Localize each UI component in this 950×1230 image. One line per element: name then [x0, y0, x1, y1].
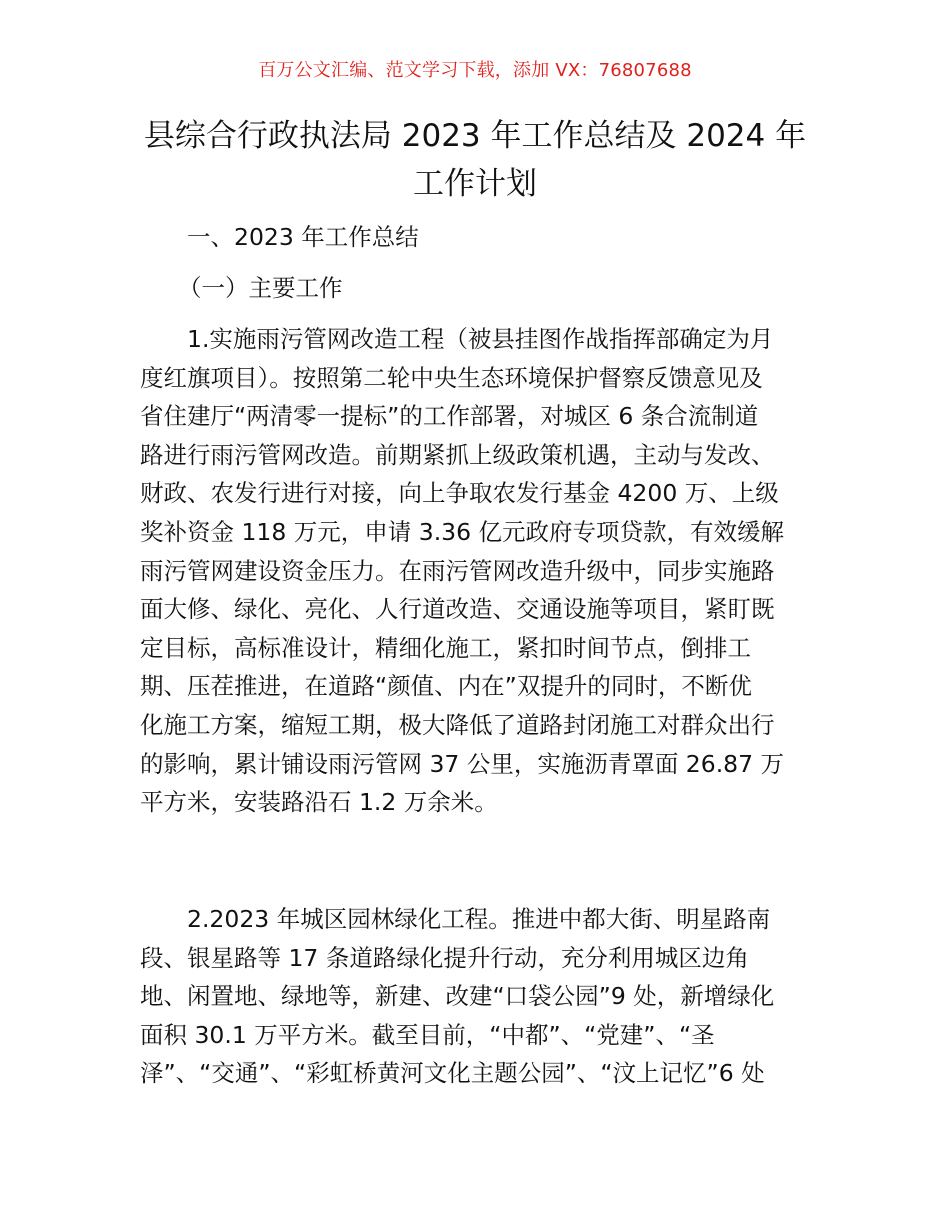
paragraph-line: 平方米，安装路沿石 1.2 万余米。: [140, 788, 498, 817]
subsection-heading-text: （一）主要工作: [178, 274, 343, 302]
paragraph-line: 1.实施雨污管网改造工程（被县挂图作战指挥部确定为月: [187, 325, 774, 353]
paragraph-line: 的影响，累计铺设雨污管网 37 公里，实施沥青罩面 26.87 万: [140, 749, 785, 778]
document-title: [140, 112, 810, 208]
paragraph-line: 面大修、绿化、亮化、人行道改造、交通设施等项目，紧盯既: [140, 595, 775, 624]
subsection-heading: [140, 269, 812, 308]
paragraph-1: [140, 320, 812, 822]
section-heading: [140, 218, 812, 257]
paragraph-line: 泽”、“交通”、“彩虹桥黄河文化主题公园”、“汶上记忆”6 处: [140, 1059, 765, 1088]
title-line-1: 县综合行政执法局 2023 年工作总结及 2024 年: [143, 118, 807, 154]
paragraph-line: 财政、农发行进行对接，向上争取农发行基金 4200 万、上级: [140, 479, 779, 508]
paragraph-line: 2.2023 年城区园林绿化工程。推进中都大街、明星路南: [187, 905, 771, 933]
title-line-2: 工作计划: [413, 166, 537, 202]
paragraph-line: 面积 30.1 万平方米。截至目前，“中都”、“党建”、“圣: [140, 1020, 715, 1049]
paragraph-line: 段、银星路等 17 条道路绿化提升行动，充分利用城区边角: [140, 943, 749, 972]
paragraph-line: 定目标，高标准设计，精细化施工，紧扣时间节点，倒排工: [140, 633, 751, 662]
paragraph-line: 奖补资金 118 万元，申请 3.36 亿元政府专项贷款，有效缓解: [140, 517, 785, 546]
paragraph-line: 省住建厅“两清零一提标”的工作部署，对城区 6 条合流制道: [140, 402, 759, 431]
paragraph-line: 地、闲置地、绿地等，新建、改建“口袋公园”9 处，新增绿化: [140, 982, 775, 1011]
paragraph-line: 路进行雨污管网改造。前期紧抓上级政策机遇，主动与发改、: [140, 440, 775, 469]
section-heading-text: 一、2023 年工作总结: [187, 223, 419, 251]
watermark-banner: 百万公文汇编、范文学习下载，添加 VX：76807688: [258, 60, 692, 81]
paragraph-2: [140, 900, 812, 1093]
paragraph-line: 度红旗项目）。按照第二轮中央生态环境保护督察反馈意见及: [140, 363, 763, 392]
paragraph-line: 雨污管网建设资金压力。在雨污管网改造升级中，同步实施路: [140, 556, 775, 585]
paragraph-line: 化施工方案，缩短工期，极大降低了道路封闭施工对群众出行: [140, 710, 775, 739]
paragraph-line: 期、压茬推进，在道路“颜值、内在”双提升的同时，不断优: [140, 672, 752, 701]
